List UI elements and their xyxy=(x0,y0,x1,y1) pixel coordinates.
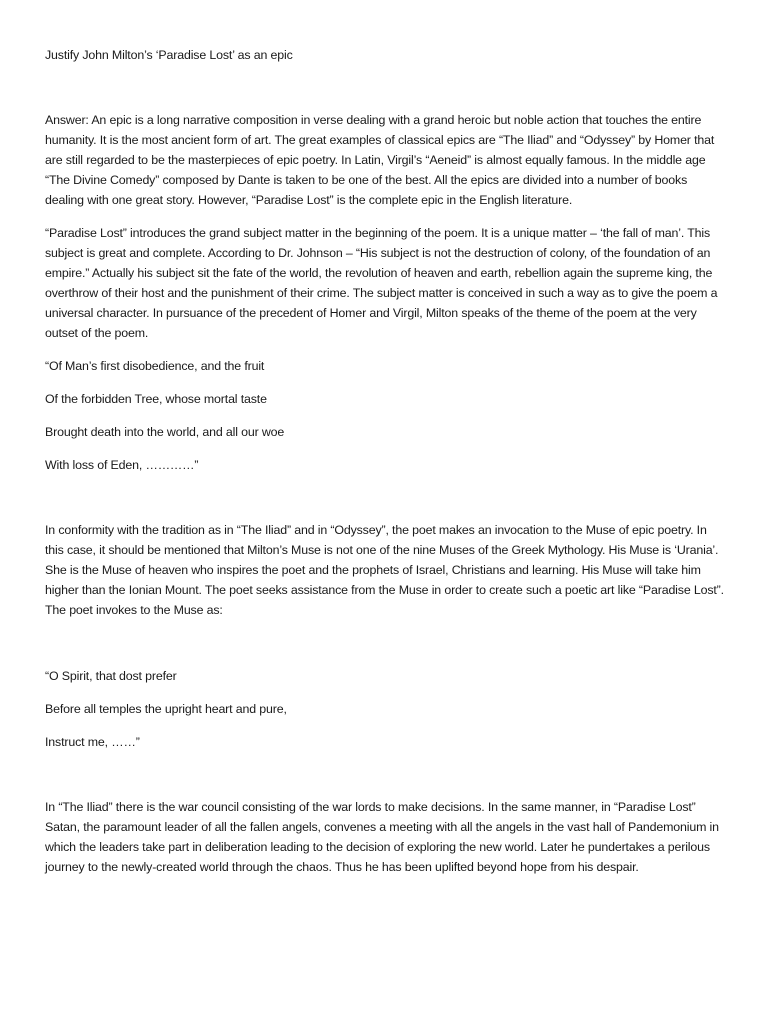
verse-line: “O Spirit, that dost prefer xyxy=(45,669,177,683)
paragraph-subject-matter: “Paradise Lost” introduces the grand subject matter in the beginning of the poem. It is a unique matter – ‘the fall of man’. This subject is great and complete. According to Dr. Johnson – “His subject is not the destruction of colony, of the foundation of an empire.” Actually his subject sit the fate of the world, the revolution of heaven and earth, rebellion again the supreme king, the overthrow of their host and the punishment of their crime. The subject matter is conceived in such a way as to give the poem a universal character. In pursuance of the precedent of Homer and Virgil, Milton speaks of the theme of the poem at the very outset of the poem. xyxy=(45,226,718,340)
verse-line: Instruct me, ……” xyxy=(45,735,140,749)
verse-line: Of the forbidden Tree, whose mortal taste xyxy=(45,392,267,406)
verse-line: “Of Man’s first disobedience, and the fruit xyxy=(45,359,265,373)
paragraph-invocation: In conformity with the tradition as in “The Iliad” and in “Odyssey”, the poet makes an invocation to the Muse of epic poetry. In this case, it should be mentioned that Milton’s Muse is not one of the nine Muses of the Greek Mythology. His Muse is ‘Urania’. She is the Muse of heaven who inspires the poet and the prophets of Israel, Christians and learning. His Muse will take him higher than the Ionian Mount. The poet seeks assistance from the Muse in order to create such a poetic art like “Paradise Lost”. The poet invokes to the Muse as: xyxy=(45,523,724,617)
verse-line: Before all temples the upright heart and pure, xyxy=(45,702,287,716)
verse-line: With loss of Eden, …………” xyxy=(45,458,199,472)
paragraph-epic-definition: Answer: An epic is a long narrative composition in verse dealing with a grand heroic but noble action that touches the entire humanity. It is the most ancient form of art. The great examples of classical epics are “The Iliad” and “Odyssey” by Homer that are still regarded to be the masterpieces of epic poetry. In Latin, Virgil’s “Aeneid” is almost equally famous. In the middle age “The Divine Comedy” composed by Dante is taken to be one of the best. All the epics are divided into a number of books dealing with one great story. However, “Paradise Lost” is the complete epic in the English literature. xyxy=(45,113,715,207)
document-title: Justify John Milton’s ‘Paradise Lost’ as an epic xyxy=(45,48,293,62)
paragraph-war-council: In “The Iliad” there is the war council consisting of the war lords to make decisions. In the same manner, in “Paradise Lost” Satan, the paramount leader of all the fallen angels, convenes a meeting with all the angels in the vast hall of Pandemonium in which the leaders take part in deliberation leading to the decision of exploring the new world. Later he pundertakes a perilous journey to the newly-created world through the chaos. Thus he has been uplifted beyond hope from his despair. xyxy=(45,800,719,874)
verse-line: Brought death into the world, and all our woe xyxy=(45,425,285,439)
